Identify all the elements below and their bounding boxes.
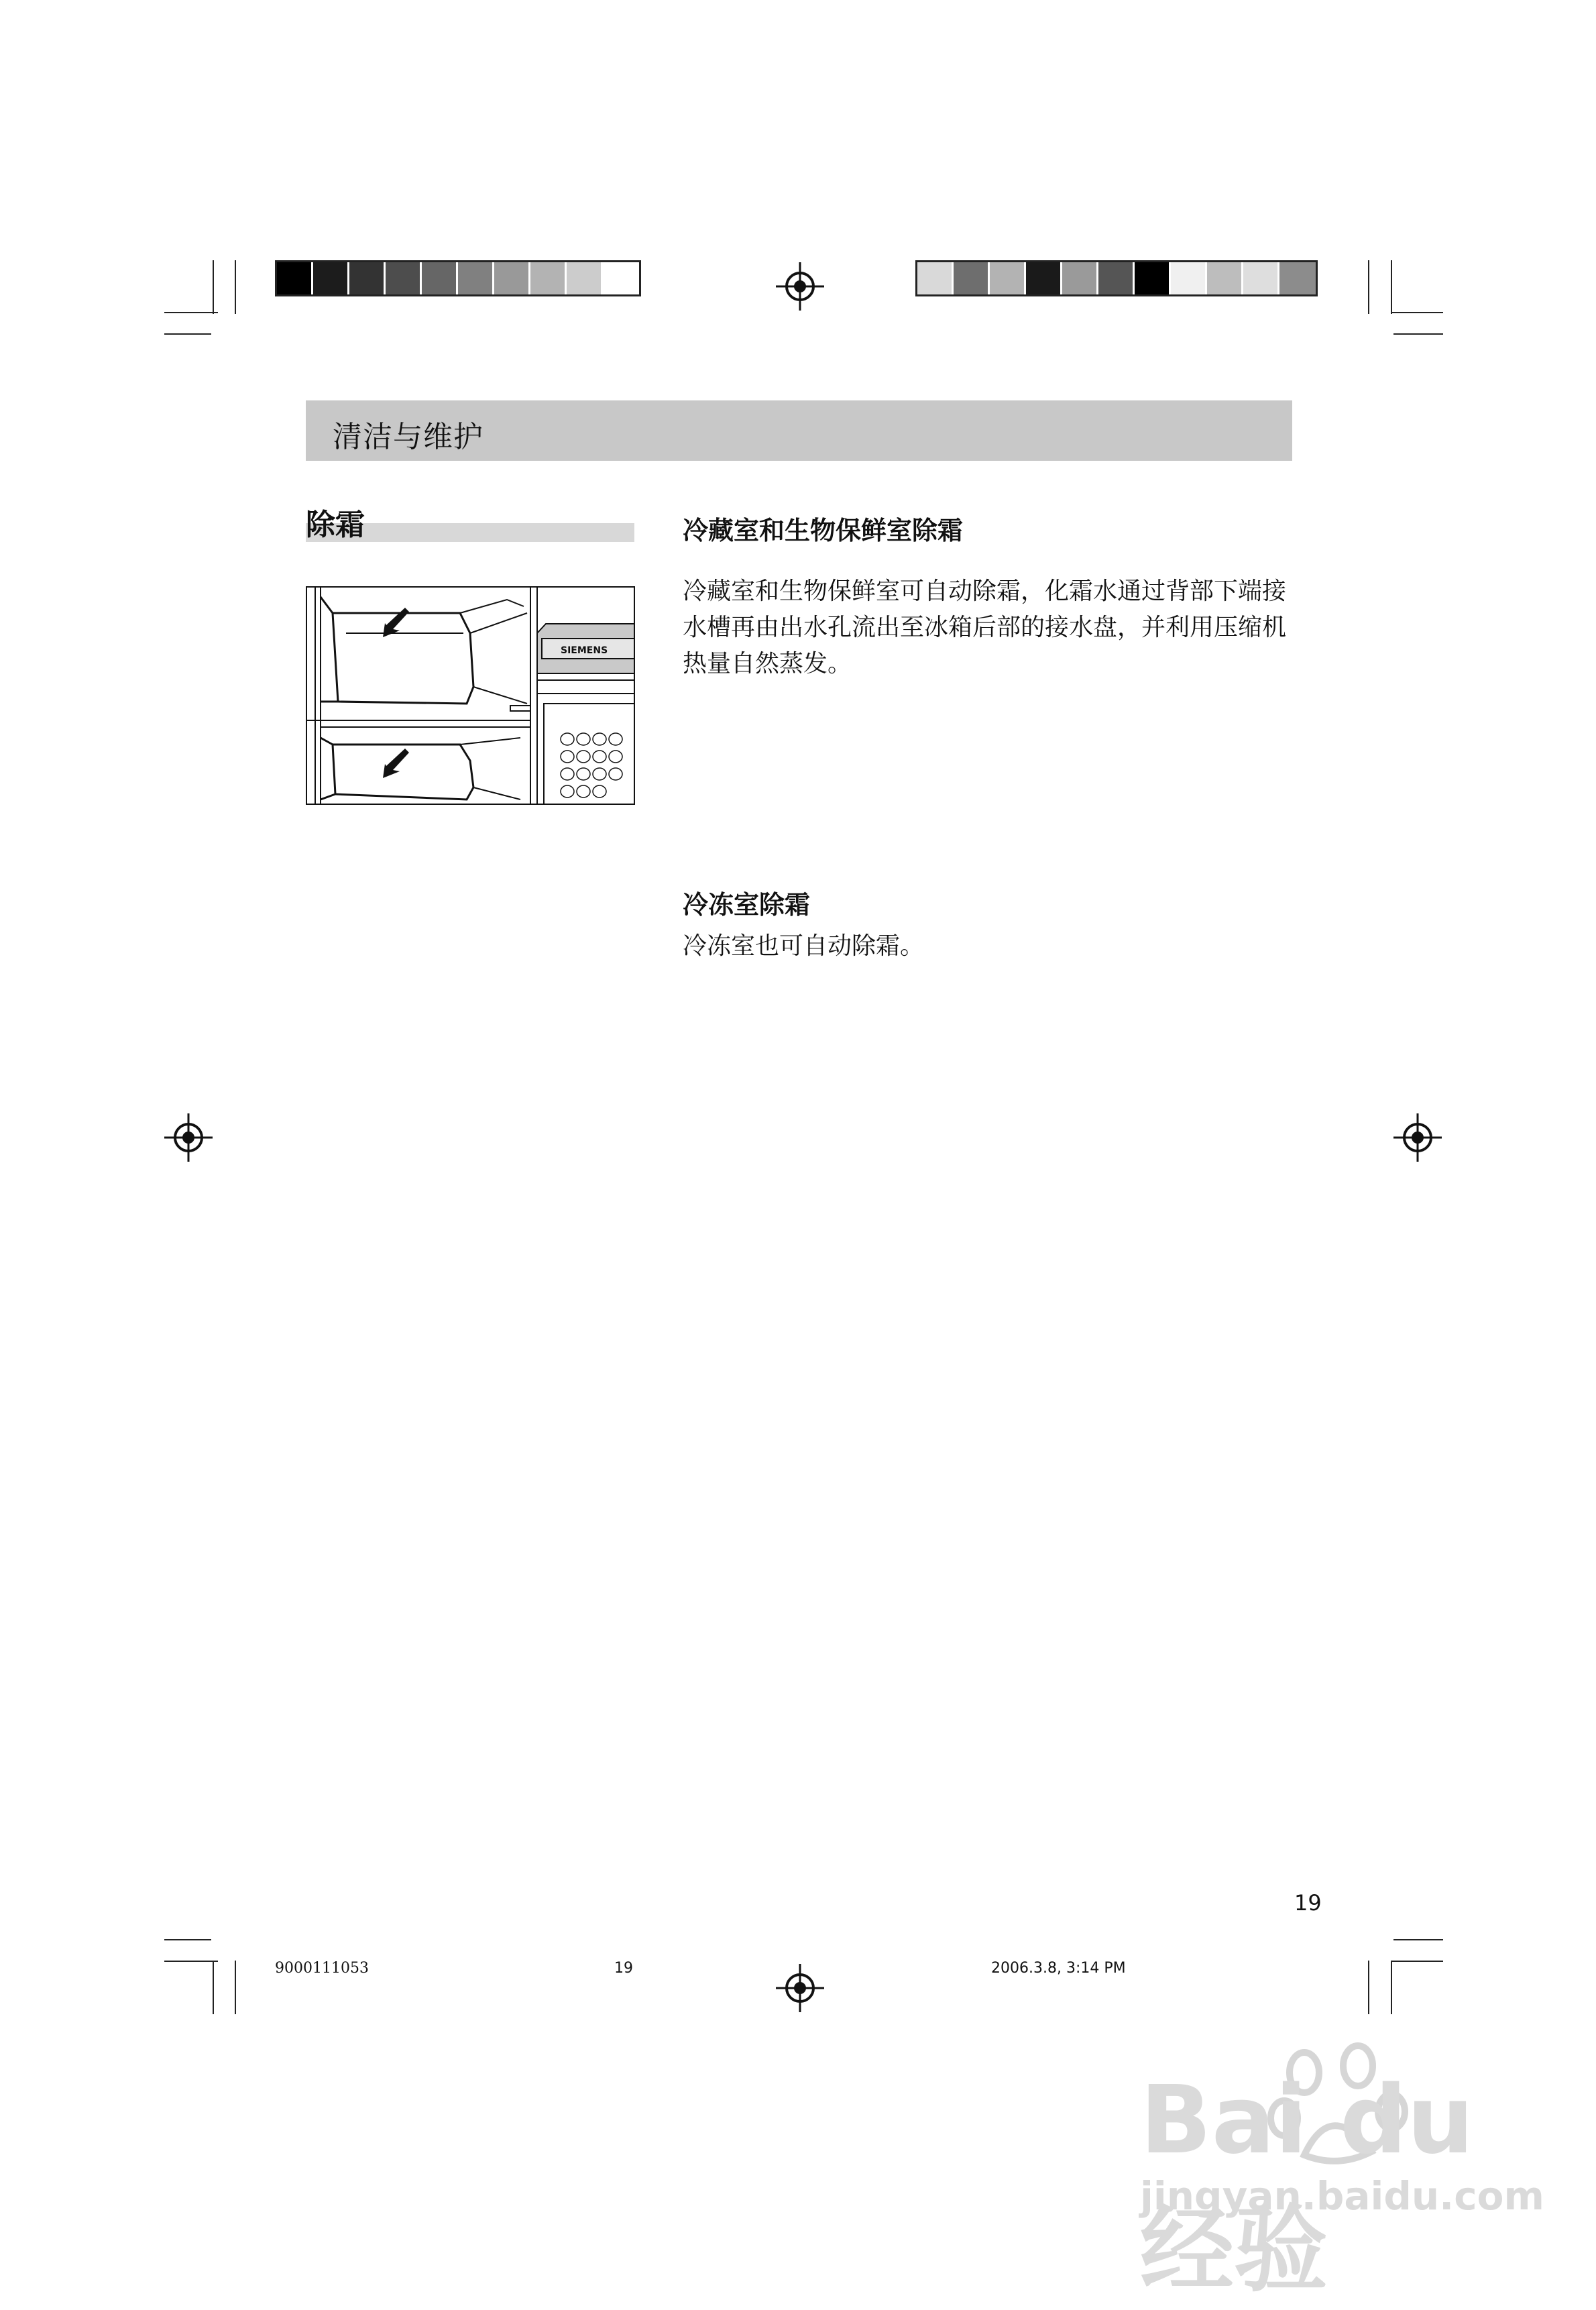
color-swatch — [1135, 262, 1171, 294]
color-swatch — [603, 262, 639, 294]
color-calibration-bar-left — [275, 260, 641, 296]
page-number: 19 — [1294, 1890, 1322, 1916]
brand-label: SIEMENS — [561, 645, 608, 656]
registration-mark-icon — [164, 1113, 213, 1162]
color-swatch — [1207, 262, 1243, 294]
color-swatch — [1062, 262, 1098, 294]
color-swatch — [386, 262, 422, 294]
baidu-jingyan-logo: Bai du 经验 — [1140, 2066, 1474, 2305]
print-page: 19 — [614, 1960, 633, 1977]
fridge-defrost-illustration — [306, 586, 635, 805]
freezer-defrost-paragraph: 冷冻室也可自动除霜。 — [683, 932, 925, 960]
color-swatch — [954, 262, 990, 294]
section-header-bar — [306, 400, 1292, 461]
color-swatch — [1279, 262, 1316, 294]
color-swatch — [990, 262, 1026, 294]
color-swatch — [1243, 262, 1279, 294]
fridge-biofresh-defrost-heading: 冷藏室和生物保鲜室除霜 — [683, 516, 964, 545]
color-swatch — [1171, 262, 1207, 294]
color-swatch — [1098, 262, 1135, 294]
paragraph-line: 热量自然蒸发。 — [683, 650, 852, 677]
paragraph-line: 水槽再由出水孔流出至冰箱后部的接水盘，并利用压缩机 — [683, 614, 1287, 641]
color-swatch — [458, 262, 494, 294]
color-swatch — [422, 262, 458, 294]
color-swatch — [917, 262, 954, 294]
print-timestamp: 2006.3.8, 3:14 PM — [991, 1960, 1126, 1977]
registration-mark-icon — [1393, 1113, 1442, 1162]
color-swatch — [349, 262, 386, 294]
color-swatch — [567, 262, 603, 294]
watermark-url: jingyan.baidu.com — [1140, 2173, 1544, 2219]
section-title: 清洁与维护 — [333, 420, 483, 454]
color-swatch — [313, 262, 349, 294]
registration-mark-icon — [776, 262, 824, 311]
registration-mark-icon — [776, 1964, 824, 2012]
print-code: 9000111053 — [275, 1960, 369, 1977]
freezer-defrost-heading: 冷冻室除霜 — [683, 890, 811, 920]
color-swatch — [277, 262, 313, 294]
defrost-heading: 除霜 — [306, 508, 365, 542]
color-swatch — [530, 262, 567, 294]
color-calibration-bar-right — [915, 260, 1318, 296]
color-swatch — [494, 262, 530, 294]
fridge-biofresh-defrost-paragraph — [683, 573, 1293, 682]
paragraph-line: 冷藏室和生物保鲜室可自动除霜，化霜水通过背部下端接 — [683, 578, 1287, 605]
color-swatch — [1026, 262, 1062, 294]
